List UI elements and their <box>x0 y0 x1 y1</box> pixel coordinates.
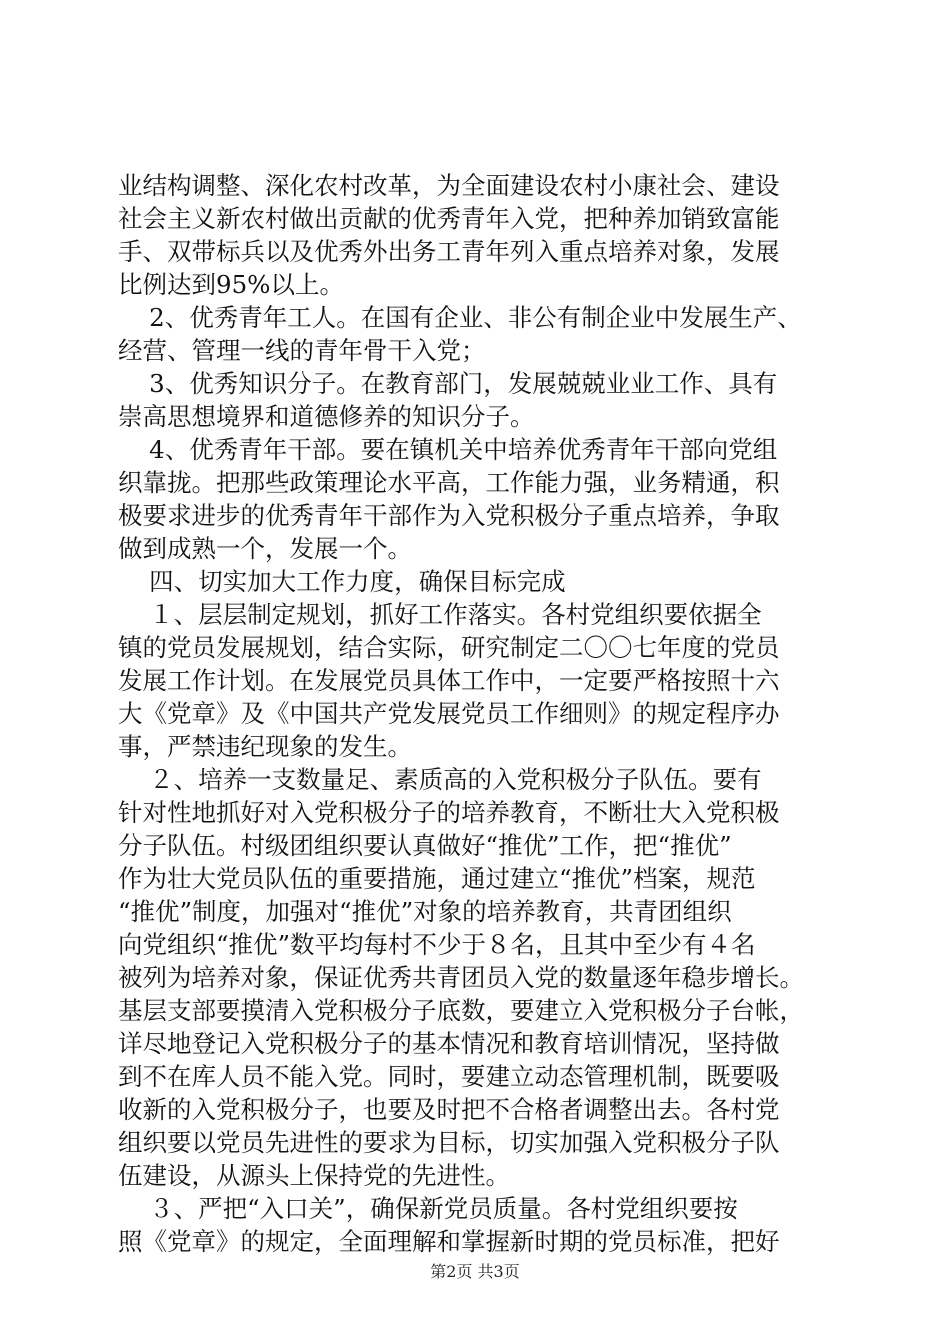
page-number: 第2页 共3页 <box>430 1262 520 1281</box>
text-line: 基层支部要摸清入党积极分子底数，要建立入党积极分子台帐， <box>118 996 804 1025</box>
section-heading: 四、切实加大工作力度，确保目标完成 <box>118 567 566 596</box>
text-line: １、层层制定规划，抓好工作落实。各村党组织要依据全 <box>118 600 762 629</box>
text-line: 手、双带标兵以及优秀外出务工青年列入重点培养对象，发展 <box>118 237 780 266</box>
text-line: “推优”制度，加强对“推优”对象的培养教育，共青团组织 <box>118 897 732 926</box>
text-line: 2、优秀青年工人。在国有企业、非公有制企业中发展生产、 <box>118 303 802 332</box>
text-line: 大《党章》及《中国共产党发展党员工作细则》的规定程序办 <box>118 699 780 728</box>
text-line: 伍建设，从源头上保持党的先进性。 <box>118 1161 510 1190</box>
text-line: 照《党章》的规定，全面理解和掌握新时期的党员标准，把好 <box>118 1227 780 1256</box>
text-line: 发展工作计划。在发展党员具体工作中，一定要严格按照十六 <box>118 666 780 695</box>
text-line: 3、优秀知识分子。在教育部门，发展兢兢业业工作、具有 <box>118 369 778 398</box>
text-line: 做到成熟一个，发展一个。 <box>118 534 412 563</box>
text-line: 经营、管理一线的青年骨干入党； <box>118 336 486 365</box>
text-line: 到不在库人员不能入党。同时，要建立动态管理机制，既要吸 <box>118 1062 780 1091</box>
text-line: 详尽地登记入党积极分子的基本情况和教育培训情况，坚持做 <box>118 1029 780 1058</box>
text-line: 作为壮大党员队伍的重要措施，通过建立“推优”档案，规范 <box>118 864 756 893</box>
text-line: 4、优秀青年干部。要在镇机关中培养优秀青年干部向党组 <box>118 435 778 464</box>
text-line: 业结构调整、深化农村改革，为全面建设农村小康社会、建设 <box>118 171 780 200</box>
text-line: ３、严把“入口关”，确保新党员质量。各村党组织要按 <box>118 1194 738 1223</box>
text-line: 织靠拢。把那些政策理论水平高，工作能力强，业务精通，积 <box>118 468 780 497</box>
text-line: 事，严禁违纪现象的发生。 <box>118 732 412 761</box>
text-line: 被列为培养对象，保证优秀共青团员入党的数量逐年稳步增长。 <box>118 963 804 992</box>
text-line: 向党组织“推优”数平均每村不少于８名，且其中至少有４名 <box>118 930 756 959</box>
text-line: 分子队伍。村级团组织要认真做好“推优”工作，把“推优” <box>118 831 732 860</box>
text-line: 针对性地抓好对入党积极分子的培养教育，不断壮大入党积极 <box>118 798 780 827</box>
text-line: 极要求进步的优秀青年干部作为入党积极分子重点培养，争取 <box>118 501 780 530</box>
text-line: 社会主义新农村做出贡献的优秀青年入党，把种养加销致富能 <box>118 204 780 233</box>
text-line: 收新的入党积极分子，也要及时把不合格者调整出去。各村党 <box>118 1095 780 1124</box>
text-line: 比例达到95%以上。 <box>118 270 344 299</box>
text-line: 组织要以党员先进性的要求为目标，切实加强入党积极分子队 <box>118 1128 780 1157</box>
text-line: 镇的党员发展规划，结合实际，研究制定二〇〇七年度的党员 <box>118 633 780 662</box>
text-line: 崇高思想境界和道德修养的知识分子。 <box>118 402 535 431</box>
text-line: ２、培养一支数量足、素质高的入党积极分子队伍。要有 <box>118 765 762 794</box>
